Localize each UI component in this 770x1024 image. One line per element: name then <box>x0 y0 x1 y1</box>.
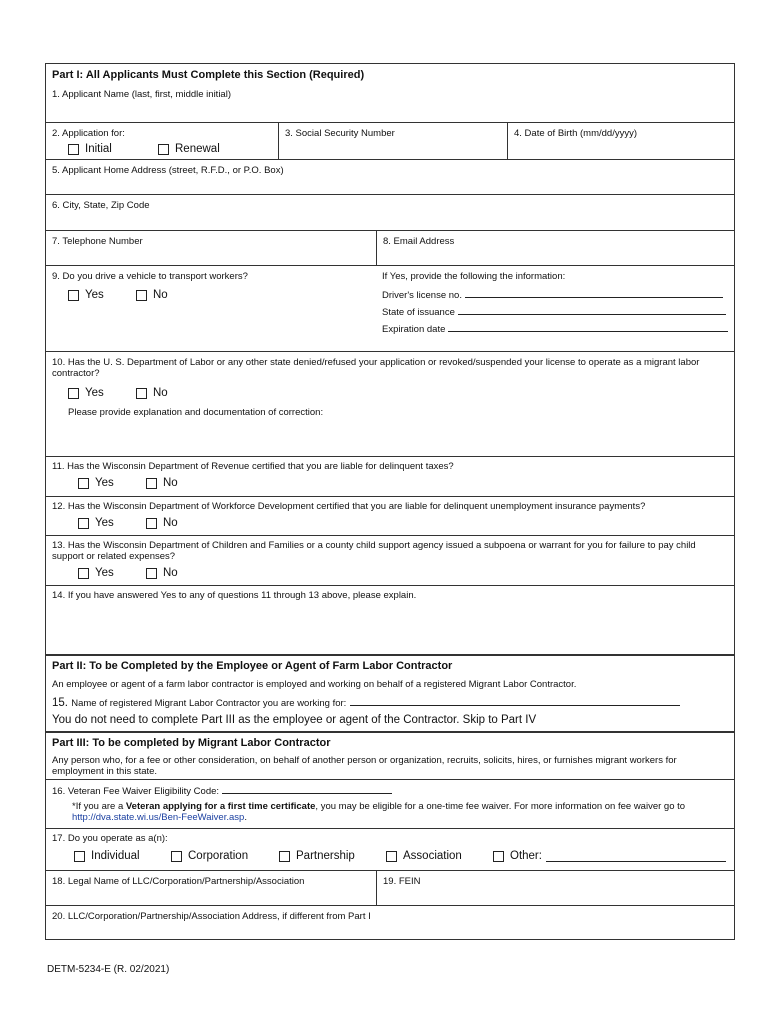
q4-cell <box>507 123 734 159</box>
q7-label: 7. Telephone Number <box>52 236 143 247</box>
row-veteran-fee-waiver <box>46 779 734 828</box>
row-home-address <box>46 159 734 194</box>
individual-checkbox[interactable] <box>74 851 85 862</box>
q8-cell <box>376 231 734 265</box>
renewal-checkbox[interactable] <box>158 144 169 155</box>
part2-header: Part II: To be Completed by the Employee or Agent of Farm Labor Contractor <box>52 660 453 672</box>
row-explanation <box>46 585 734 654</box>
other-input[interactable] <box>546 850 726 862</box>
q8-label: 8. Email Address <box>383 236 455 247</box>
q12-label: 12. Has the Wisconsin Department of Workforce Development certified that you are liable for delinquent unemployment insurance payments? <box>52 501 646 512</box>
q19-label: 19. FEIN <box>383 876 421 887</box>
part3-intro: Any person who, for a fee or other consideration, on behalf of another person or organization, recruits, solicits, hires, or furnishes migrant workers for employment in this state. <box>52 755 677 777</box>
row-unemployment-insurance <box>46 496 734 535</box>
other-checkbox[interactable] <box>493 851 504 862</box>
row-business-address <box>46 905 734 939</box>
q9-yes-option[interactable]: Yes <box>68 289 104 301</box>
form-number: DETM-5234-E (R. 02/2021) <box>47 964 170 975</box>
q18-label: 18. Legal Name of LLC/Corporation/Partnership/Association <box>52 876 305 887</box>
license-no-field[interactable]: Driver's license no. <box>382 288 723 301</box>
row-drive-vehicle <box>46 265 734 351</box>
q10-no-checkbox[interactable] <box>136 388 147 399</box>
part1-header: Part I: All Applicants Must Complete this Section (Required) <box>52 69 365 81</box>
q10-no-option[interactable]: No <box>136 387 168 399</box>
row-delinquent-taxes <box>46 456 734 496</box>
q13-no-checkbox[interactable] <box>146 568 157 579</box>
part2-section <box>46 654 734 731</box>
association-checkbox[interactable] <box>386 851 397 862</box>
part2-intro: An employee or agent of a farm labor contractor is employed and working on behalf of a registered Migrant Labor Contractor. <box>52 679 577 690</box>
expiration-date-field[interactable]: Expiration date <box>382 322 728 335</box>
association-option[interactable]: Association <box>386 850 462 862</box>
initial-checkbox[interactable] <box>68 144 79 155</box>
q15-field[interactable]: 15. Name of registered Migrant Labor Contractor you are working for: <box>52 696 680 709</box>
q7-cell <box>46 231 376 265</box>
q11-label: 11. Has the Wisconsin Department of Revenue certified that you are liable for delinquent taxes? <box>52 461 454 472</box>
partnership-checkbox[interactable] <box>279 851 290 862</box>
q9-no-option[interactable]: No <box>136 289 168 301</box>
q19-cell <box>376 871 734 905</box>
q16-note: *If you are a Veteran applying for a first time certificate, you may be eligible for a one-time fee waiver. For more information on fee waiver go to http://dva.state.wi.us/Ben-FeeWaiver.asp. <box>72 801 686 823</box>
row-license-denied <box>46 351 734 456</box>
q18-cell <box>46 871 376 905</box>
row-legal-name-fein <box>46 870 734 905</box>
state-of-issuance-field[interactable]: State of issuance <box>382 305 726 318</box>
row-applicant-name <box>46 64 734 122</box>
q12-no-option[interactable]: No <box>146 517 178 529</box>
renewal-option[interactable]: Renewal <box>158 143 220 155</box>
individual-option[interactable]: Individual <box>74 850 140 862</box>
q13-label: 13. Has the Wisconsin Department of Children and Families or a county child support agency issued a subpoena or warrant for you for failure to pay child support or related expenses? <box>52 540 696 562</box>
other-option[interactable]: Other: <box>493 850 726 862</box>
initial-option[interactable]: Initial <box>68 143 112 155</box>
row-business-type <box>46 828 734 870</box>
row-city-state-zip <box>46 194 734 230</box>
q1-label: 1. Applicant Name (last, first, middle initial) <box>52 89 231 100</box>
part3-header: Part III: To be completed by Migrant Labor Contractor <box>52 737 331 749</box>
q12-yes-option[interactable]: Yes <box>78 517 114 529</box>
q13-yes-checkbox[interactable] <box>78 568 89 579</box>
q4-label: 4. Date of Birth (mm/dd/yyyy) <box>514 128 638 139</box>
q10-yes-checkbox[interactable] <box>68 388 79 399</box>
q13-yes-option[interactable]: Yes <box>78 567 114 579</box>
q11-no-checkbox[interactable] <box>146 478 157 489</box>
q2-cell <box>46 123 278 159</box>
q10-yes-option[interactable]: Yes <box>68 387 104 399</box>
q9-detail-cell <box>376 266 734 351</box>
q3-label: 3. Social Security Number <box>285 128 395 139</box>
q9-if-yes-label: If Yes, provide the following the information: <box>382 271 566 282</box>
corporation-option[interactable]: Corporation <box>171 850 248 862</box>
q9-cell <box>46 266 376 351</box>
corporation-checkbox[interactable] <box>171 851 182 862</box>
partnership-option[interactable]: Partnership <box>279 850 355 862</box>
fee-waiver-link[interactable]: http://dva.state.wi.us/Ben-FeeWaiver.asp <box>72 812 245 823</box>
q10-explain-label: Please provide explanation and documentation of correction: <box>68 407 324 418</box>
q9-no-checkbox[interactable] <box>136 290 147 301</box>
q20-label: 20. LLC/Corporation/Partnership/Association Address, if different from Part I <box>52 911 371 922</box>
q11-yes-checkbox[interactable] <box>78 478 89 489</box>
q10-label: 10. Has the U. S. Department of Labor or any other state denied/refused your application or revoked/suspended your license to operate as a migrant labor contractor? <box>52 357 700 379</box>
q14-label: 14. If you have answered Yes to any of questions 11 through 13 above, please explain. <box>52 590 417 601</box>
q16-field[interactable]: 16. Veteran Fee Waiver Eligibility Code: <box>52 784 392 797</box>
q17-label: 17. Do you operate as a(n): <box>52 833 168 844</box>
q11-yes-option[interactable]: Yes <box>78 477 114 489</box>
row-child-support <box>46 535 734 585</box>
q6-label: 6. City, State, Zip Code <box>52 200 150 211</box>
application-form <box>45 63 735 940</box>
q5-label: 5. Applicant Home Address (street, R.F.D., or P.O. Box) <box>52 165 284 176</box>
q9-yes-checkbox[interactable] <box>68 290 79 301</box>
q11-no-option[interactable]: No <box>146 477 178 489</box>
q13-no-option[interactable]: No <box>146 567 178 579</box>
part3-header-row <box>46 731 734 779</box>
q3-cell <box>278 123 507 159</box>
part2-note: You do not need to complete Part III as the employee or agent of the Contractor. Skip to Part IV <box>52 714 537 726</box>
q12-no-checkbox[interactable] <box>146 518 157 529</box>
q2-label: 2. Application for: <box>52 128 125 139</box>
q12-yes-checkbox[interactable] <box>78 518 89 529</box>
row-phone-email <box>46 230 734 265</box>
row-application-ssn-dob <box>46 122 734 159</box>
q9-label: 9. Do you drive a vehicle to transport workers? <box>52 271 248 282</box>
